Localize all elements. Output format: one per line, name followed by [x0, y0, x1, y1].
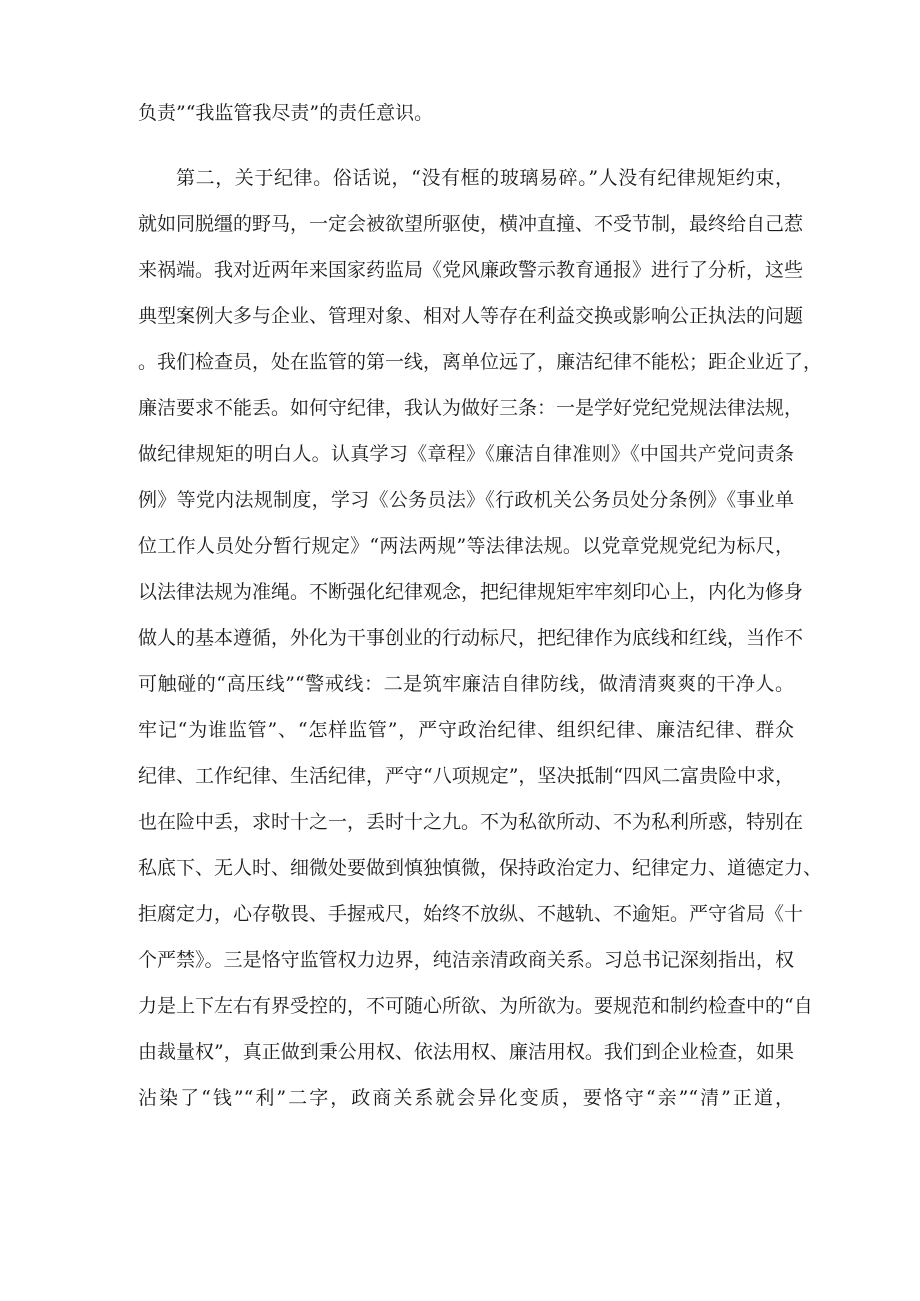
paragraph-line: 个严禁》。三是恪守监管权力边界，纯洁亲清政商关系。习总书记深刻指出，权: [138, 949, 794, 971]
paragraph-line: 负责”“我监管我尽责”的责任意识。: [138, 102, 434, 124]
paragraph-line: 廉洁要求不能丢。如何守纪律，我认为做好三条：一是学好党纪党规法律法规，: [138, 397, 804, 419]
paragraph-line: 也在险中丢，求时十之一，丢时十之九。不为私欲所动、不为私利所惑，特别在: [138, 811, 804, 833]
paragraph-line: 第二，关于纪律。俗话说，“没有框的玻璃易碎。”人没有纪律规矩约束，: [176, 167, 794, 189]
paragraph-line: 力是上下左右有界受控的，不可随心所欲、为所欲为。要规范和制约检查中的“自: [138, 995, 813, 1017]
paragraph-line: 做纪律规矩的明白人。认真学习《章程》《廉洁自律准则》《中国共产党问责条: [138, 443, 794, 465]
paragraph-line: 由裁量权”，真正做到秉公用权、依法用权、廉洁用权。我们到企业检查，如果: [138, 1041, 794, 1063]
paragraph-line: 纪律、工作纪律、生活纪律，严守“八项规定”，坚决抵制“四风二富贵险中求，: [138, 765, 795, 787]
paragraph-line: 以法律法规为准绳。不断强化纪律观念，把纪律规矩牢牢刻印心上，内化为修身: [138, 581, 804, 603]
paragraph-line: 位工作人员处分暂行规定》“两法两规”等法律法规。以党章党规党纪为标尺，: [138, 535, 794, 557]
paragraph-line: 牢记“为谁监管”、“怎样监管”，严守政治纪律、组织纪律、廉洁纪律、群众: [138, 719, 794, 741]
paragraph-line: 拒腐定力，心存敬畏、手握戒尺，始终不放纵、不越轨、不逾矩。严守省局《十: [138, 903, 804, 925]
paragraph-line: 做人的基本遵循，外化为干事创业的行动标尺，把纪律作为底线和红线，当作不: [138, 627, 804, 649]
paragraph-line: 典型案例大多与企业、管理对象、相对人等存在利益交换或影响公正执法的问题: [138, 305, 804, 327]
paragraph-line: 可触碰的“高压线”“警戒线：二是筑牢廉洁自律防线，做清清爽爽的干净人。: [138, 673, 794, 695]
paragraph-line: 。我们检查员，处在监管的第一线，离单位远了，廉洁纪律不能松；距企业近了，: [138, 351, 823, 373]
paragraph-line: 来祸端。我对近两年来国家药监局《党风廉政警示教育通报》进行了分析，这些: [138, 259, 804, 281]
paragraph-line: 沾染了“钱”“利”二字，政商关系就会异化变质，要恪守“亲”“清”正道，: [138, 1087, 794, 1109]
paragraph-line: 私底下、无人时、细微处要做到慎独慎微，保持政治定力、纪律定力、道德定力、: [138, 857, 823, 879]
paragraph-line: 例》等党内法规制度，学习《公务员法》《行政机关公务员处分条例》《事业单: [138, 489, 794, 511]
paragraph-line: 就如同脱缰的野马，一定会被欲望所驱使，横冲直撞、不受节制，最终给自己惹: [138, 213, 804, 235]
